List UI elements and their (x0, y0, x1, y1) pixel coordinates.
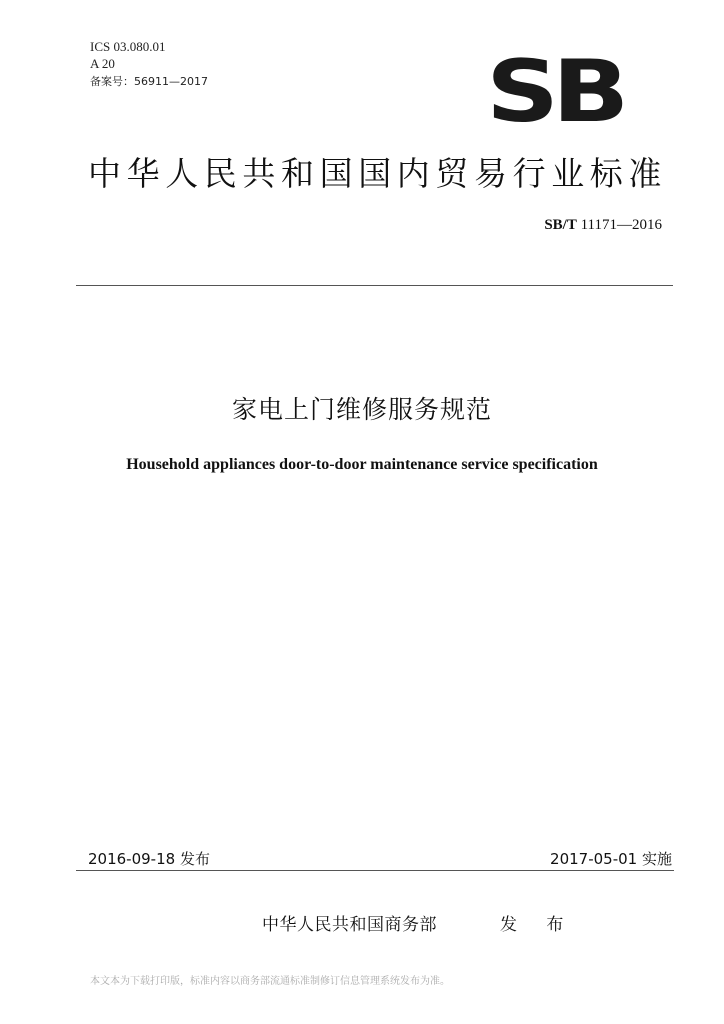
implementation-date: 2017-05-01 实施 (550, 850, 672, 868)
organization-title: 中华人民共和国国内贸易行业标准 (88, 154, 667, 193)
issuing-authority: 中华人民共和国商务部 (262, 915, 437, 935)
record-number: 备案号：56911—2017 (90, 75, 208, 88)
standard-code: 11171—2016 (580, 217, 662, 233)
document-title-cn: 家电上门维修服务规范 (231, 395, 492, 424)
ics-code: ICS 03.080.01 (90, 39, 166, 54)
classification-code: A 20 (90, 56, 115, 71)
header-divider (76, 285, 673, 286)
sb-logo: SB (486, 42, 623, 142)
standard-prefix: SB/T (544, 217, 577, 233)
footer-divider (76, 870, 674, 871)
issue-date: 2016-09-18 发布 (88, 850, 210, 868)
document-title-en: Household appliances door-to-door maintenance service specification (126, 456, 598, 473)
download-note: 本文本为下载打印版，标准内容以商务部流通标准制修订信息管理系统发布为准。 (90, 976, 450, 987)
standard-number (544, 217, 662, 234)
issue-label: 发 布 (500, 915, 576, 935)
